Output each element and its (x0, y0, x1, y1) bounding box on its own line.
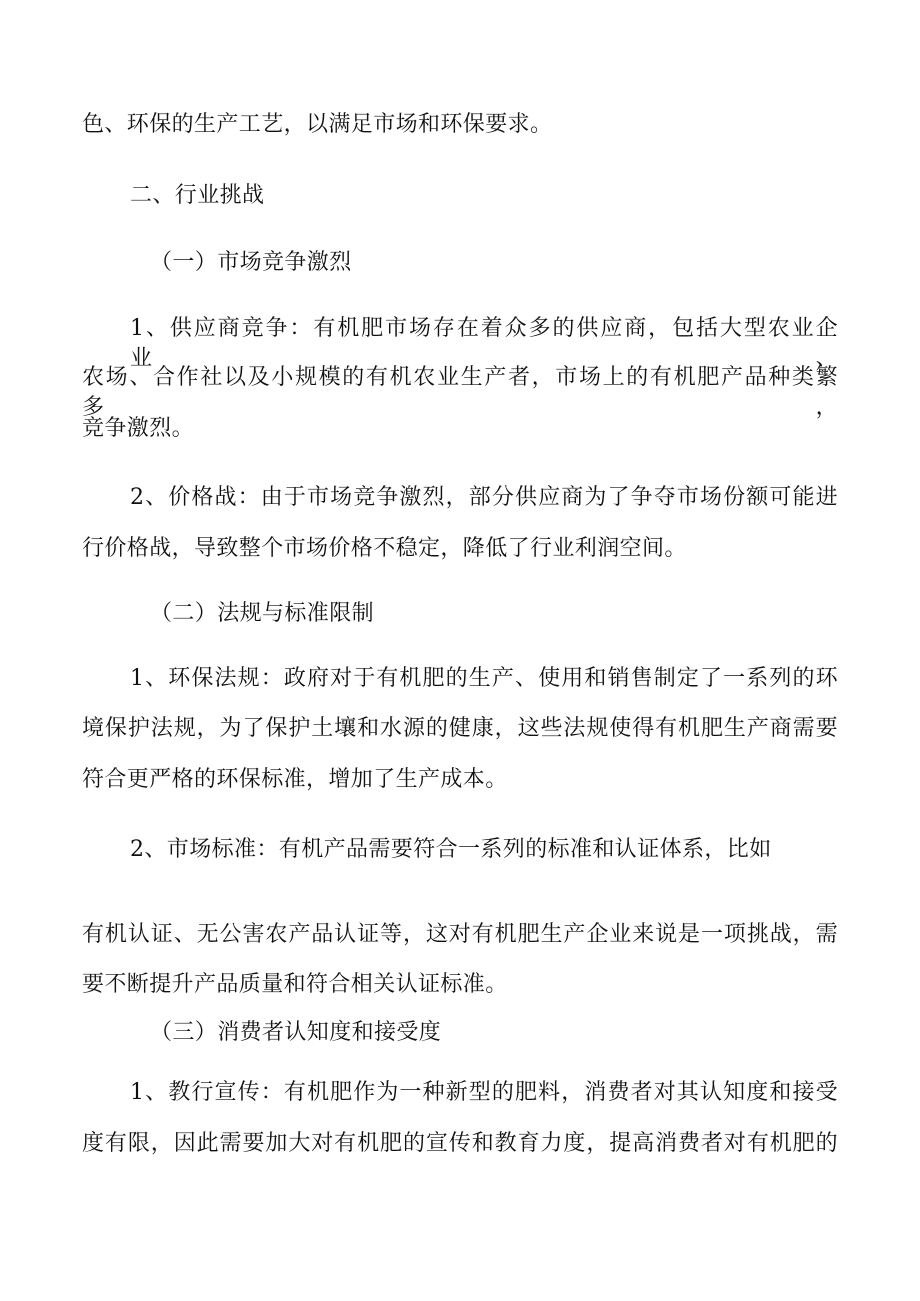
paragraph-education-promotion-line-1: 1、教行宣传：有机肥作为一种新型的肥料，消费者对其认知度和接受 (130, 1080, 838, 1105)
paragraph-environmental-regulations-line-1: 1、环保法规：政府对于有机肥的生产、使用和销售制定了一系列的环 (130, 666, 838, 691)
paragraph-supplier-competition-line-3: 竞争激烈。 (82, 416, 195, 441)
paragraph-price-war-line-1: 2、价格战：由于市场竞争激烈，部分供应商为了争夺市场份额可能进 (130, 485, 838, 510)
paragraph-supplier-competition-line-1: 1、供应商竞争：有机肥市场存在着众多的供应商，包括大型农业企业、 (130, 316, 838, 371)
text-line-continuation: 色、环保的生产工艺，以满足市场和环保要求。 (82, 112, 553, 137)
paragraph-education-promotion-line-2: 度有限，因此需要加大对有机肥的宣传和教育力度，提高消费者对有机肥的 (82, 1131, 838, 1156)
paragraph-price-war-line-2: 行价格战，导致整个市场价格不稳定，降低了行业利润空间。 (82, 536, 687, 561)
paragraph-environmental-regulations-line-3: 符合更严格的环保标准，增加了生产成本。 (82, 767, 508, 792)
paragraph-environmental-regulations-line-2: 境保护法规，为了保护土壤和水源的健康，这些法规使得有机肥生产商需要 (82, 716, 838, 741)
paragraph-market-standards-line-1: 2、市场标准：有机产品需要符合一系列的标准和认证体系，比如 (130, 837, 772, 862)
section-heading-industry-challenges: 二、行业挑战 (130, 183, 265, 208)
subsection-heading-regulations-standards: （二）法规与标准限制 (150, 601, 375, 626)
paragraph-market-standards-line-2: 有机认证、无公害农产品认证等，这对有机肥生产企业来说是一项挑战，需 (82, 922, 838, 947)
paragraph-supplier-competition-line-2: 农场、合作社以及小规模的有机农业生产者，市场上的有机肥产品种类繁多， (82, 365, 838, 420)
subsection-heading-consumer-awareness: （三）消费者认知度和接受度 (150, 1020, 442, 1045)
paragraph-market-standards-line-3: 要不断提升产品质量和符合相关认证标准。 (82, 972, 508, 997)
subsection-heading-market-competition: （一）市场竞争激烈 (150, 250, 352, 275)
